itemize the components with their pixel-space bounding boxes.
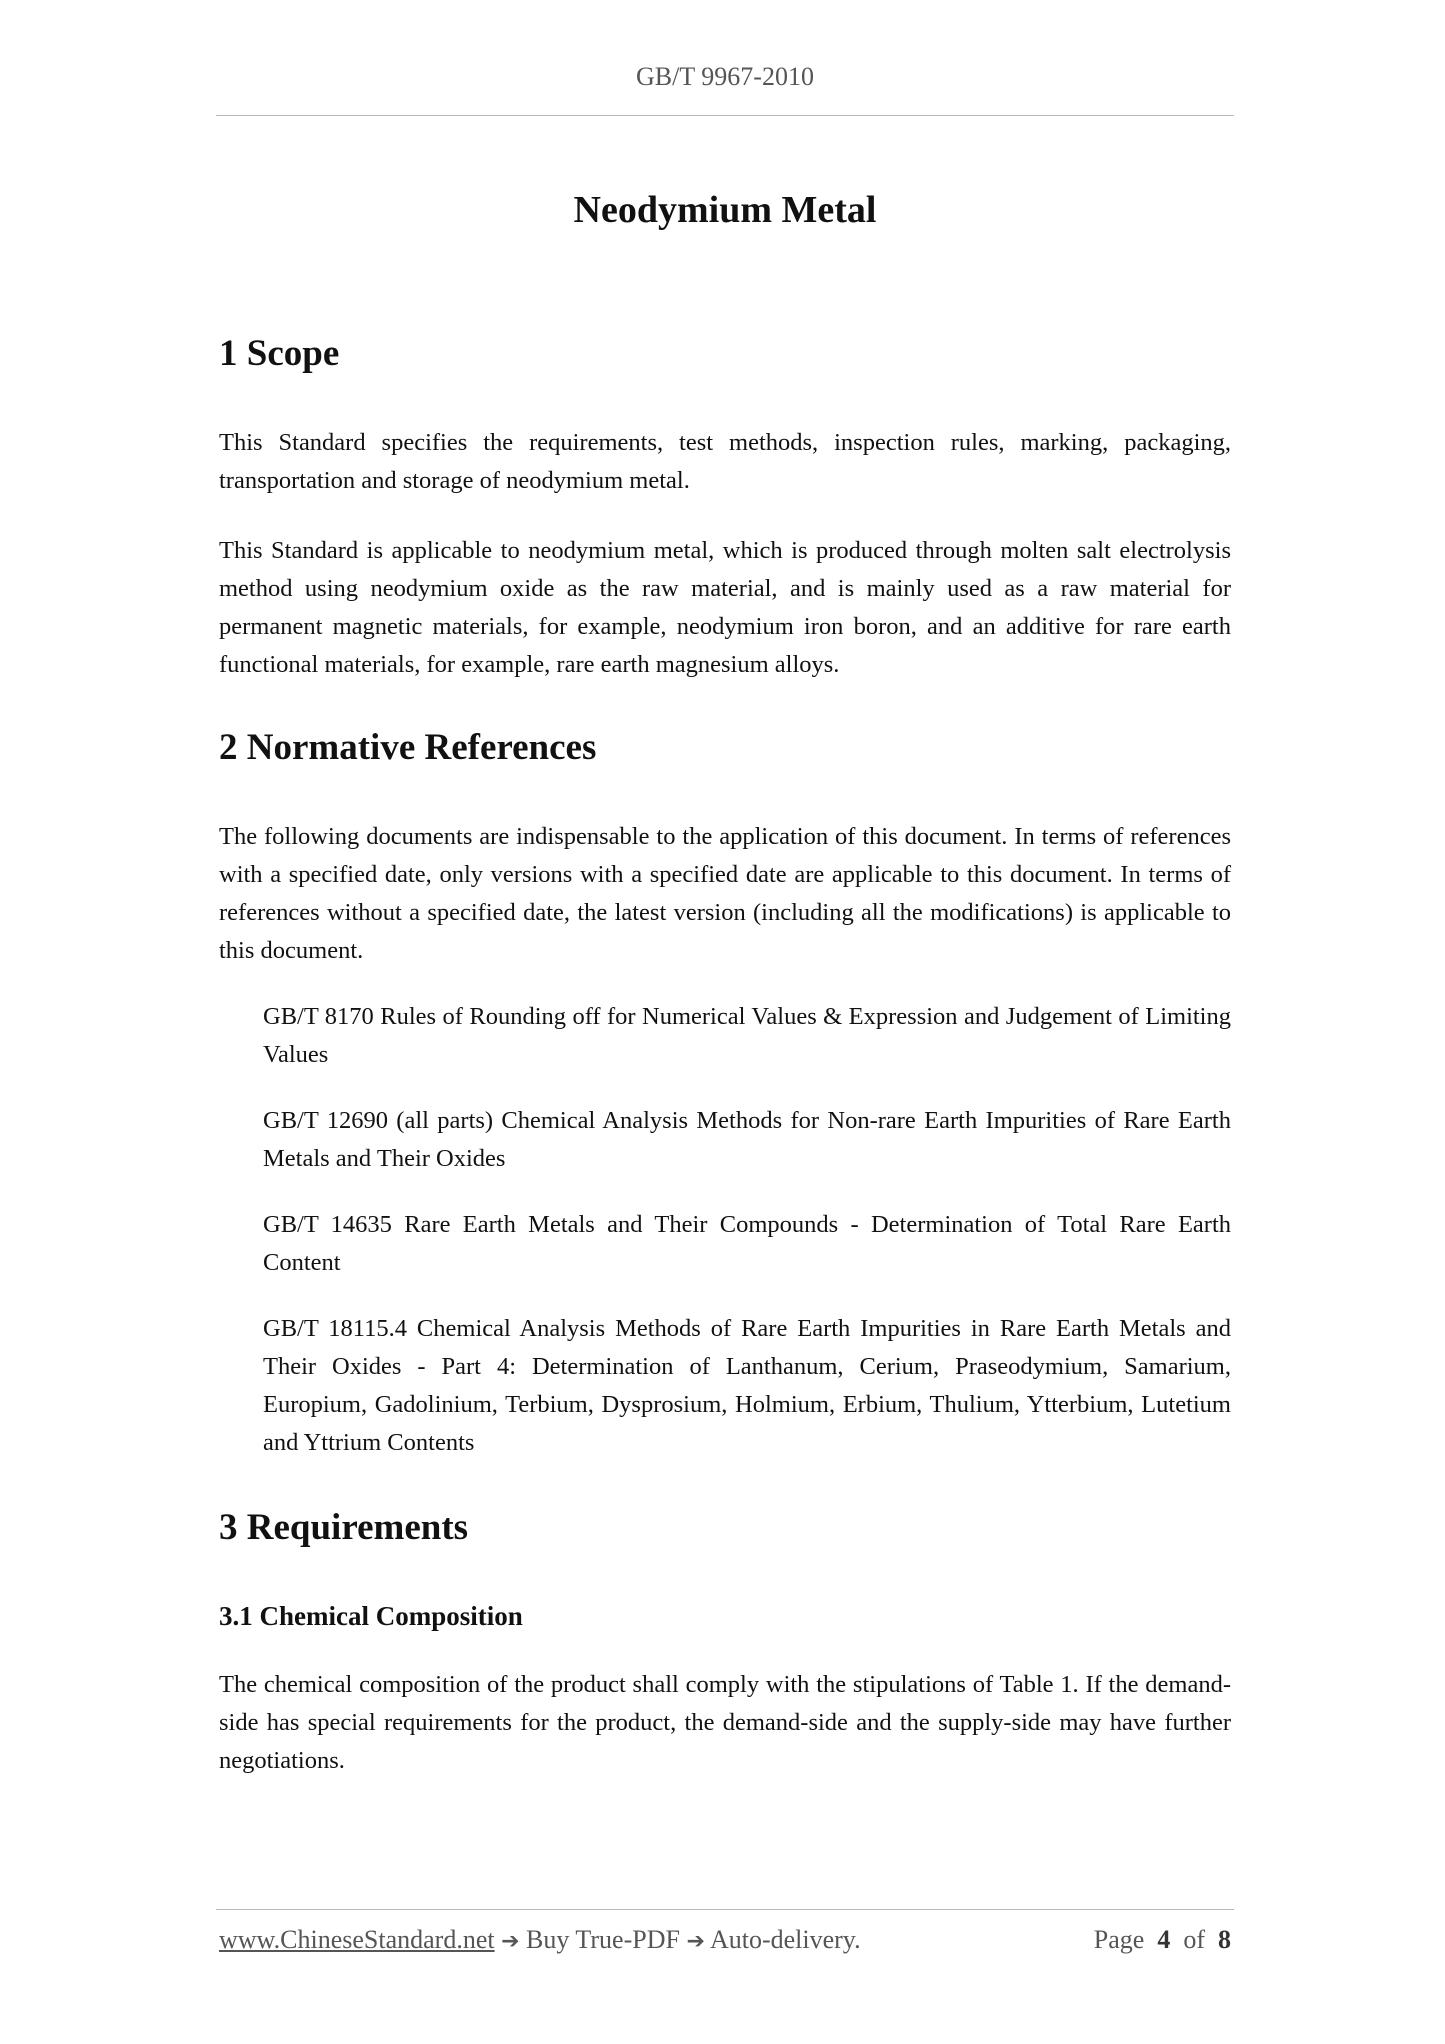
reference-item: GB/T 8170 Rules of Rounding off for Numerical Values & Expression and Judgement of Limiting Values	[263, 1003, 1231, 1068]
footer-left	[219, 1925, 861, 1955]
arrow-right-icon: ➔	[686, 1929, 705, 1954]
subsection-heading-chemical-composition: 3.1 Chemical Composition	[219, 1601, 523, 1631]
page-total: 8	[1218, 1925, 1231, 1954]
delivery-text: Auto-delivery.	[709, 1925, 861, 1954]
scope-paragraph-1: This Standard specifies the requirements, test methods, inspection rules, marking, packaging, transportation and storage of neodymium metal.	[219, 429, 1231, 494]
scope-paragraph-2: This Standard is applicable to neodymium metal, which is produced through molten salt electrolysis method using neodymium oxide as the raw material, and is mainly used as a raw material for permanent magnetic materials, for example, neodymium iron boron, and an additive for rare earth functional materials, for example, rare earth magnesium alloys.	[219, 537, 1231, 678]
page-content	[219, 170, 1231, 1780]
page-current: 4	[1157, 1925, 1171, 1954]
header-divider	[216, 115, 1234, 116]
buy-text: Buy True-PDF	[526, 1925, 680, 1954]
reference-item: GB/T 18115.4 Chemical Analysis Methods of Rare Earth Impurities in Rare Earth Metals and Their Oxides - Part 4: Determination of Lanthanum, Cerium, Praseodymium, Samarium, Europium, Gadolinium, Terbium, Dysprosium, Holmium, Erbium, Thulium, Ytterbium, Lutetium and Yttrium Contents	[263, 1315, 1231, 1456]
footer-divider	[216, 1909, 1234, 1910]
section-heading-scope: 1 Scope	[219, 333, 340, 374]
chemical-composition-paragraph: The chemical composition of the product shall comply with the stipulations of Table 1. If the demand-side has special requirements for the product, the demand-side and the supply-side may have further negotiations.	[219, 1671, 1231, 1774]
site-link[interactable]: www.ChineseStandard.net	[219, 1925, 495, 1954]
page-indicator	[1094, 1925, 1231, 1955]
page-header: GB/T 9967-2010	[636, 62, 814, 91]
reference-item: GB/T 12690 (all parts) Chemical Analysis Methods for Non-rare Earth Impurities of Rare Earth Metals and Their Oxides	[263, 1107, 1231, 1172]
document-title: Neodymium Metal	[573, 189, 877, 231]
page-of: of	[1183, 1925, 1205, 1954]
section-heading-requirements: 3 Requirements	[219, 1507, 469, 1548]
page-label: Page	[1093, 1925, 1145, 1954]
normative-references-intro: The following documents are indispensable to the application of this document. In terms of references with a specified date, only versions with a specified date are applicable to this document. In terms of references without a specified date, the latest version (including all the modifications) is applicable to this document.	[219, 823, 1231, 964]
reference-item: GB/T 14635 Rare Earth Metals and Their Compounds - Determination of Total Rare Earth Content	[263, 1211, 1231, 1276]
arrow-right-icon: ➔	[501, 1929, 520, 1954]
section-heading-normative-references: 2 Normative References	[219, 727, 597, 768]
page-footer	[219, 1925, 1231, 1955]
